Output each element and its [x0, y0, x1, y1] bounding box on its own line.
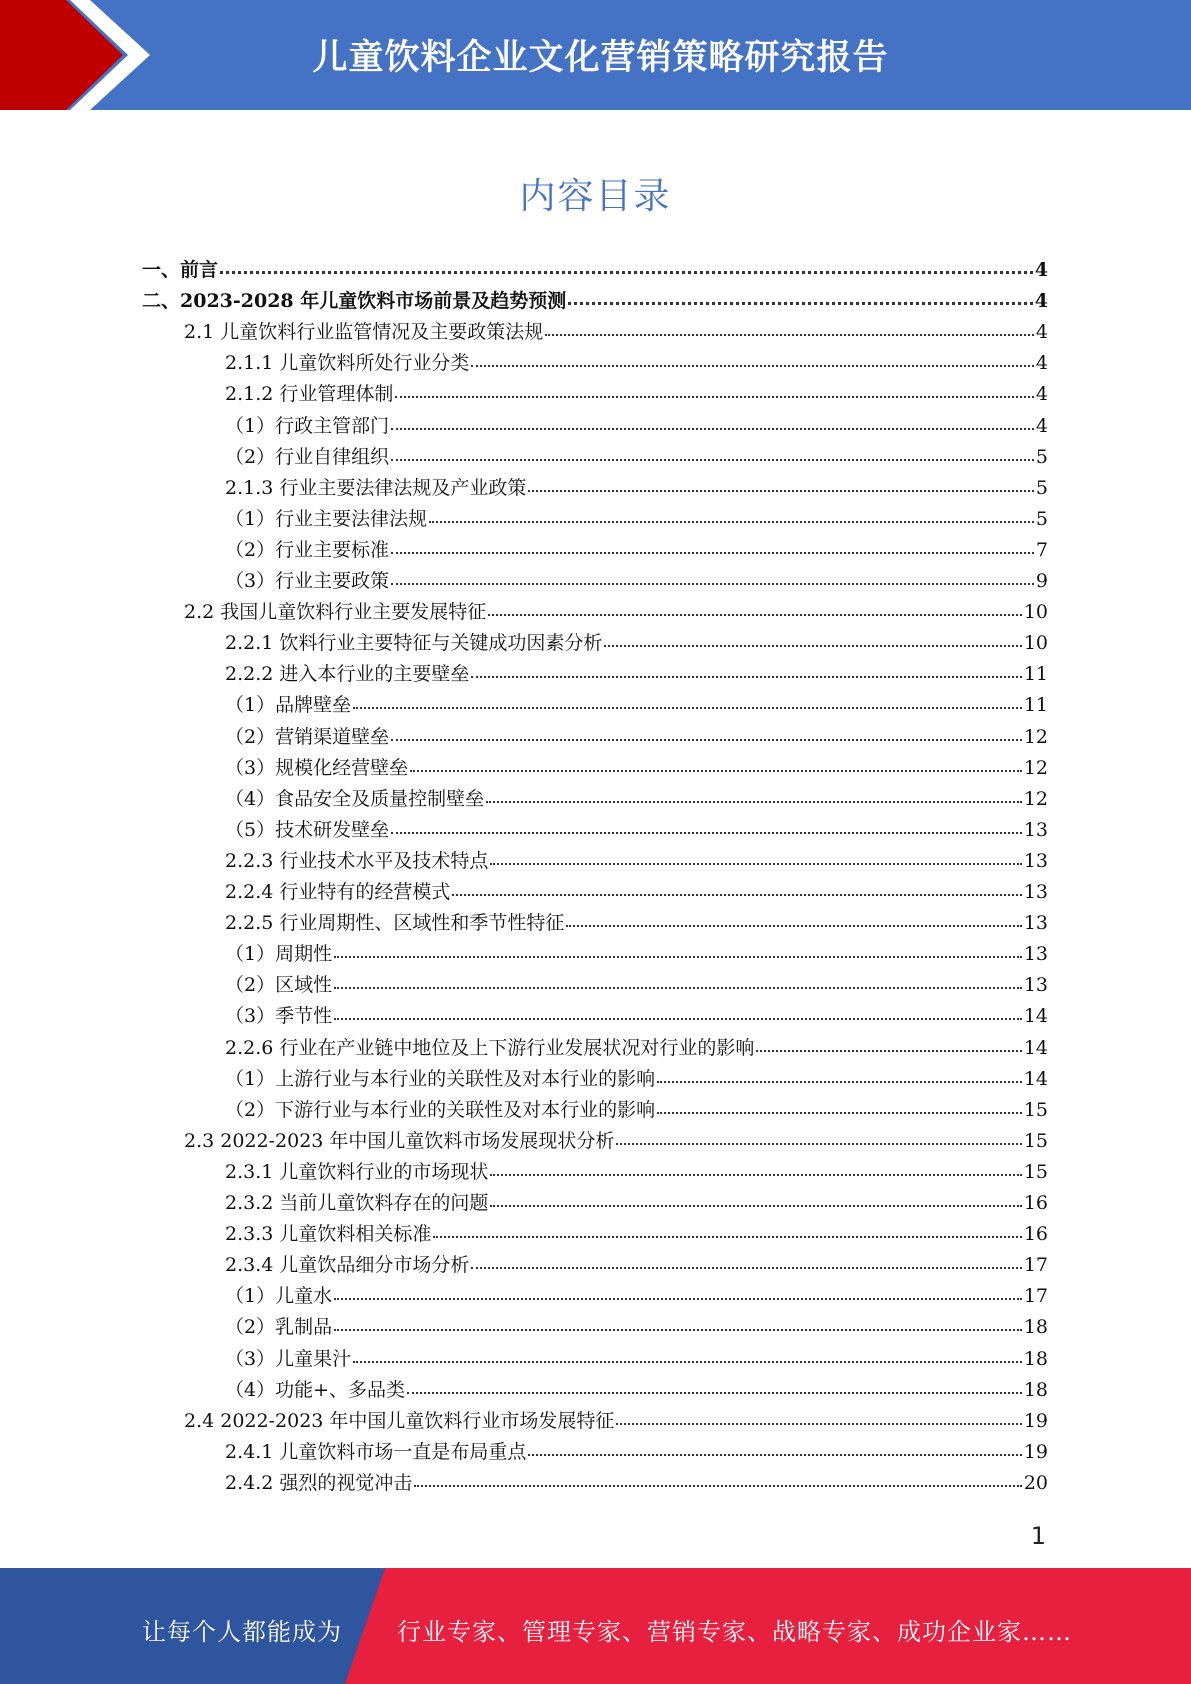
toc-entry[interactable] — [142, 286, 1048, 316]
toc-dot-leader — [391, 582, 1034, 585]
toc-entry-title: 2.4.1 儿童饮料市场一直是布局重点 — [225, 1441, 527, 1463]
toc-entry[interactable] — [225, 504, 1048, 534]
toc-dot-leader — [334, 1297, 1022, 1300]
toc-entry-page: 19 — [1023, 1410, 1048, 1432]
toc-entry[interactable] — [225, 442, 1048, 472]
toc-entry-page: 12 — [1023, 757, 1048, 779]
toc-dot-leader — [604, 644, 1021, 647]
toc-dot-leader — [568, 301, 1033, 305]
toc-entry-page: 10 — [1023, 632, 1048, 654]
toc-entry-page: 5 — [1035, 477, 1048, 499]
toc-entry[interactable] — [225, 473, 1048, 503]
toc-entry-title: 2.1.1 儿童饮料所处行业分类 — [225, 352, 470, 374]
toc-dot-leader — [220, 270, 1033, 274]
toc-entry[interactable] — [225, 815, 1048, 845]
toc-entry-page: 11 — [1023, 663, 1048, 685]
toc-entry-page: 15 — [1023, 1099, 1048, 1121]
toc-entry-title: 2.1 儿童饮料行业监管情况及主要政策法规 — [184, 321, 544, 343]
toc-entry-page: 14 — [1023, 1037, 1048, 1059]
toc-entry[interactable] — [184, 317, 1048, 347]
toc-dot-leader — [490, 862, 1021, 865]
toc-entry[interactable] — [225, 1001, 1048, 1031]
toc-entry-page: 18 — [1023, 1348, 1048, 1370]
toc-dot-leader — [756, 1049, 1021, 1052]
footer-slogan-right: 行业专家、管理专家、营销专家、战略专家、成功企业家…… — [397, 1618, 1072, 1646]
toc-entry[interactable] — [225, 1250, 1048, 1280]
toc-dot-leader — [528, 1453, 1021, 1456]
toc-entry-title: （3）儿童果汁 — [225, 1348, 352, 1370]
toc-entry-title: 2.2 我国儿童饮料行业主要发展特征 — [184, 601, 487, 623]
toc-entry[interactable] — [225, 970, 1048, 1000]
toc-entry[interactable] — [225, 1281, 1048, 1311]
toc-entry[interactable] — [184, 1126, 1048, 1156]
toc-dot-leader — [353, 706, 1022, 709]
toc-entry-title: 2.3.1 儿童饮料行业的市场现状 — [225, 1161, 489, 1183]
toc-entry-title: （2）乳制品 — [225, 1316, 333, 1338]
toc-entry-title: 2.2.1 饮料行业主要特征与关键成功因素分析 — [225, 632, 603, 654]
toc-entry-title: 一、前言 — [142, 259, 219, 281]
toc-entry-page: 7 — [1035, 539, 1048, 561]
toc-dot-leader — [488, 613, 1022, 616]
toc-entry-title: 2.2.2 进入本行业的主要壁垒 — [225, 663, 470, 685]
toc-entry-title: （1）行政主管部门 — [225, 415, 390, 437]
toc-dot-leader — [452, 893, 1021, 896]
toc-entry[interactable] — [225, 1188, 1048, 1218]
toc-entry[interactable] — [225, 411, 1048, 441]
toc-entry-page: 18 — [1023, 1316, 1048, 1338]
toc-entry[interactable] — [225, 1219, 1048, 1249]
toc-dot-leader — [433, 1235, 1021, 1238]
toc-entry-page: 14 — [1023, 1005, 1048, 1027]
page-number: 1 — [1030, 1522, 1046, 1550]
toc-entry-page: 18 — [1023, 1379, 1048, 1401]
toc-dot-leader — [528, 489, 1034, 492]
toc-entry[interactable] — [225, 908, 1048, 938]
toc-dot-leader — [410, 769, 1022, 772]
toc-dot-leader — [490, 1173, 1021, 1176]
toc-entry-title: （3）季节性 — [225, 1005, 333, 1027]
toc-entry-title: 2.1.3 行业主要法律法规及产业政策 — [225, 477, 527, 499]
toc-entry-title: 2.3.4 儿童饮品细分市场分析 — [225, 1254, 470, 1276]
toc-entry[interactable] — [225, 1095, 1048, 1125]
toc-entry-title: （1）周期性 — [225, 943, 333, 965]
toc-entry[interactable] — [225, 690, 1048, 720]
toc-dot-leader — [471, 364, 1034, 367]
toc-dot-leader — [353, 1360, 1022, 1363]
toc-entry[interactable] — [225, 348, 1048, 378]
toc-entry-page: 16 — [1023, 1192, 1048, 1214]
toc-entry-page: 13 — [1023, 850, 1048, 872]
toc-entry-page: 4 — [1035, 321, 1048, 343]
toc-entry-title: 二、2023-2028 年儿童饮料市场前景及趋势预测 — [142, 290, 567, 312]
toc-dot-leader — [334, 986, 1022, 989]
toc-entry-title: （1）品牌壁垒 — [225, 694, 352, 716]
toc-entry-title: （2）行业自律组织 — [225, 446, 390, 468]
toc-entry[interactable] — [225, 379, 1048, 409]
toc-entry-page: 12 — [1023, 726, 1048, 748]
toc-entry-title: （3）行业主要政策 — [225, 570, 390, 592]
toc-entry[interactable] — [225, 1033, 1048, 1063]
toc-entry-title: 2.3.3 儿童饮料相关标准 — [225, 1223, 432, 1245]
toc-entry-page: 10 — [1023, 601, 1048, 623]
toc-entry-page: 5 — [1035, 446, 1048, 468]
report-title: 儿童饮料企业文化营销策略研究报告 — [312, 38, 889, 78]
toc-entry-page: 14 — [1023, 1068, 1048, 1090]
toc-entry-page: 17 — [1023, 1285, 1048, 1307]
toc-entry[interactable] — [225, 535, 1048, 565]
toc-dot-leader — [334, 955, 1022, 958]
toc-entry-page: 4 — [1035, 383, 1048, 405]
toc-entry-title: （4）功能+、多品类 — [225, 1379, 406, 1401]
toc-entry[interactable] — [225, 628, 1048, 658]
toc-entry-title: 2.4 2022-2023 年中国儿童饮料行业市场发展特征 — [184, 1410, 615, 1432]
toc-dot-leader — [657, 1111, 1022, 1114]
toc-entry-title: （5）技术研发壁垒 — [225, 819, 390, 841]
toc-entry-title: 2.2.5 行业周期性、区域性和季节性特征 — [225, 912, 565, 934]
toc-entry-page: 5 — [1035, 508, 1048, 530]
toc-entry-page: 13 — [1023, 881, 1048, 903]
toc-dot-leader — [657, 1080, 1022, 1083]
toc-entry-page: 15 — [1023, 1161, 1048, 1183]
toc-entry-page: 4 — [1035, 415, 1048, 437]
toc-entry-page: 11 — [1023, 694, 1048, 716]
toc-entry[interactable] — [225, 1064, 1048, 1094]
toc-entry-title: 2.4.2 强烈的视觉冲击 — [225, 1472, 413, 1494]
toc-dot-leader — [616, 1142, 1021, 1145]
toc-dot-leader — [391, 427, 1034, 430]
toc-entry[interactable] — [225, 784, 1048, 814]
footer-banner — [0, 1568, 1191, 1684]
toc-entry[interactable] — [142, 255, 1048, 285]
toc-entry-title: 2.2.4 行业特有的经营模式 — [225, 881, 451, 903]
toc-dot-leader — [407, 1391, 1022, 1394]
header-banner — [0, 0, 1191, 110]
toc-entry[interactable] — [225, 753, 1048, 783]
toc-dot-leader — [391, 738, 1022, 741]
toc-entry-page: 9 — [1035, 570, 1048, 592]
footer-slogan-left: 让每个人都能成为 — [142, 1618, 342, 1646]
toc-dot-leader — [334, 1328, 1022, 1331]
toc-entry-title: （2）行业主要标准 — [225, 539, 390, 561]
toc-entry-title: （1）行业主要法律法规 — [225, 508, 428, 530]
toc-entry-title: 2.2.6 行业在产业链中地位及上下游行业发展状况对行业的影响 — [225, 1037, 755, 1059]
toc-entry-title: （2）区域性 — [225, 974, 333, 996]
toc-dot-leader — [334, 1017, 1022, 1020]
toc-dot-leader — [566, 924, 1021, 927]
toc-entry-title: 2.3 2022-2023 年中国儿童饮料市场发展现状分析 — [184, 1130, 615, 1152]
toc-dot-leader — [395, 395, 1034, 398]
toc-entry[interactable] — [225, 1312, 1048, 1342]
toc-entry-page: 13 — [1023, 819, 1048, 841]
toc-entry-page: 4 — [1035, 352, 1048, 374]
toc-entry-page: 12 — [1023, 788, 1048, 810]
toc-dot-leader — [471, 1266, 1021, 1269]
toc-entry-page: 17 — [1023, 1254, 1048, 1276]
toc-entry-page: 15 — [1023, 1130, 1048, 1152]
toc-entry-title: （3）规模化经营壁垒 — [225, 757, 409, 779]
toc-entry[interactable] — [184, 1406, 1048, 1436]
toc-entry[interactable] — [184, 597, 1048, 627]
toc-dot-leader — [429, 520, 1034, 523]
toc-entry-title: （4）食品安全及质量控制壁垒 — [225, 788, 485, 810]
toc-dot-leader — [414, 1484, 1021, 1487]
toc-entry-title: 2.3.2 当前儿童饮料存在的问题 — [225, 1192, 489, 1214]
toc-entry-title: 2.2.3 行业技术水平及技术特点 — [225, 850, 489, 872]
toc-dot-leader — [545, 333, 1034, 336]
toc-entry-page: 4 — [1034, 259, 1048, 281]
toc-entry-page: 13 — [1023, 912, 1048, 934]
toc-entry-title: （2）下游行业与本行业的关联性及对本行业的影响 — [225, 1099, 656, 1121]
toc-entry-page: 4 — [1034, 290, 1048, 312]
toc-heading: 内容目录 — [519, 176, 672, 217]
toc-entry-page: 19 — [1023, 1441, 1048, 1463]
toc-entry[interactable] — [225, 1157, 1048, 1187]
toc-entry[interactable] — [225, 1468, 1048, 1498]
toc-entry[interactable] — [225, 939, 1048, 969]
toc-entry[interactable] — [225, 566, 1048, 596]
toc-dot-leader — [391, 458, 1034, 461]
toc-entry-title: 2.1.2 行业管理体制 — [225, 383, 394, 405]
toc-entry-title: （1）儿童水 — [225, 1285, 333, 1307]
toc-entry[interactable] — [225, 659, 1048, 689]
toc-dot-leader — [471, 675, 1021, 678]
toc-entry-page: 13 — [1023, 943, 1048, 965]
toc-entry[interactable] — [225, 1344, 1048, 1374]
toc-entry-page: 16 — [1023, 1223, 1048, 1245]
toc-dot-leader — [616, 1422, 1021, 1425]
toc-entry[interactable] — [225, 877, 1048, 907]
toc-entry-title: （1）上游行业与本行业的关联性及对本行业的影响 — [225, 1068, 656, 1090]
toc-entry[interactable] — [225, 846, 1048, 876]
toc-entry-page: 20 — [1023, 1472, 1048, 1494]
toc-entry[interactable] — [225, 1437, 1048, 1467]
toc-entry-title: （2）营销渠道壁垒 — [225, 726, 390, 748]
toc-entry[interactable] — [225, 722, 1048, 752]
toc-entry[interactable] — [225, 1375, 1048, 1405]
toc-dot-leader — [391, 831, 1022, 834]
toc-dot-leader — [391, 551, 1034, 554]
toc-dot-leader — [490, 1204, 1021, 1207]
toc-entry-page: 13 — [1023, 974, 1048, 996]
toc-dot-leader — [486, 800, 1022, 803]
